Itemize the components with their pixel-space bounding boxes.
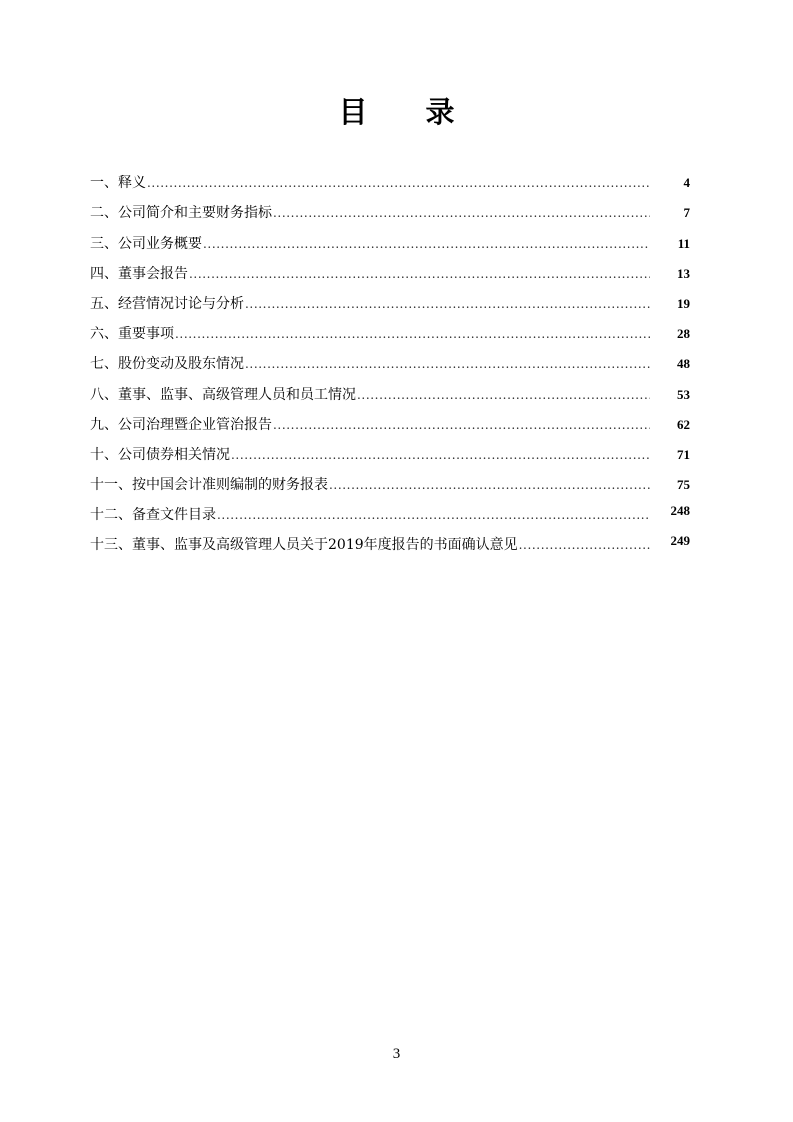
toc-entry-label: 十三、董事、监事及高级管理人员关于2019年度报告的书面确认意见 [90, 537, 518, 554]
dot-leader [175, 324, 650, 344]
toc-entry-8[interactable] [90, 374, 690, 404]
toc-entry-7[interactable] [90, 344, 690, 374]
toc-entry-label: 六、重要事项 [90, 326, 174, 343]
toc-entry-page: 75 [677, 477, 690, 493]
dot-leader [231, 445, 650, 465]
toc-entry-page: 71 [677, 446, 690, 462]
toc-entry-page: 248 [670, 503, 690, 519]
toc-entry-page: 13 [677, 265, 690, 281]
dot-leader [519, 535, 650, 555]
toc-entry-label: 十二、备查文件目录 [90, 507, 216, 524]
toc-entry-13[interactable] [90, 525, 690, 555]
toc-entry-page: 48 [677, 356, 690, 372]
toc-entry-label: 八、董事、监事、高级管理人员和员工情况 [90, 386, 356, 403]
toc-entry-label: 九、公司治理暨企业管治报告 [90, 416, 272, 433]
toc-entry-label: 七、股份变动及股东情况 [90, 356, 244, 373]
dot-leader [147, 173, 650, 193]
toc-entry-6[interactable] [90, 314, 690, 344]
toc-entry-10[interactable] [90, 435, 690, 465]
dot-leader [273, 415, 650, 435]
toc-entry-page: 249 [670, 533, 690, 549]
table-of-contents [90, 163, 690, 555]
toc-entry-5[interactable] [90, 284, 690, 314]
dot-leader [189, 264, 650, 284]
dot-leader [203, 234, 650, 254]
dot-leader [273, 203, 650, 223]
page-number: 3 [392, 1046, 401, 1062]
toc-entry-3[interactable] [90, 223, 690, 253]
toc-entry-page: 28 [677, 326, 690, 342]
dot-leader [217, 505, 650, 525]
toc-entry-label: 二、公司简介和主要财务指标 [90, 205, 272, 222]
dot-leader [329, 475, 650, 495]
dot-leader [245, 294, 650, 314]
page-title: 目 录 [338, 95, 479, 129]
dot-leader [245, 354, 650, 374]
toc-entry-label: 十一、按中国会计准则编制的财务报表 [90, 477, 328, 494]
toc-entry-2[interactable] [90, 193, 690, 223]
toc-entry-page: 7 [683, 205, 690, 221]
toc-entry-9[interactable] [90, 405, 690, 435]
toc-entry-label: 十、公司债券相关情况 [90, 446, 230, 463]
toc-entry-page: 19 [677, 295, 690, 311]
toc-entry-12[interactable] [90, 495, 690, 525]
toc-entry-page: 53 [677, 386, 690, 402]
toc-entry-page: 62 [677, 416, 690, 432]
toc-entry-label: 三、公司业务概要 [90, 235, 202, 252]
toc-entry-page: 4 [683, 175, 690, 191]
toc-entry-label: 五、经营情况讨论与分析 [90, 295, 244, 312]
toc-entry-label: 四、董事会报告 [90, 265, 188, 282]
toc-entry-label: 一、释义 [90, 175, 146, 192]
toc-entry-4[interactable] [90, 254, 690, 284]
toc-entry-11[interactable] [90, 465, 690, 495]
dot-leader [357, 385, 650, 405]
toc-entry-page: 11 [677, 235, 690, 251]
toc-entry-1[interactable] [90, 163, 690, 193]
